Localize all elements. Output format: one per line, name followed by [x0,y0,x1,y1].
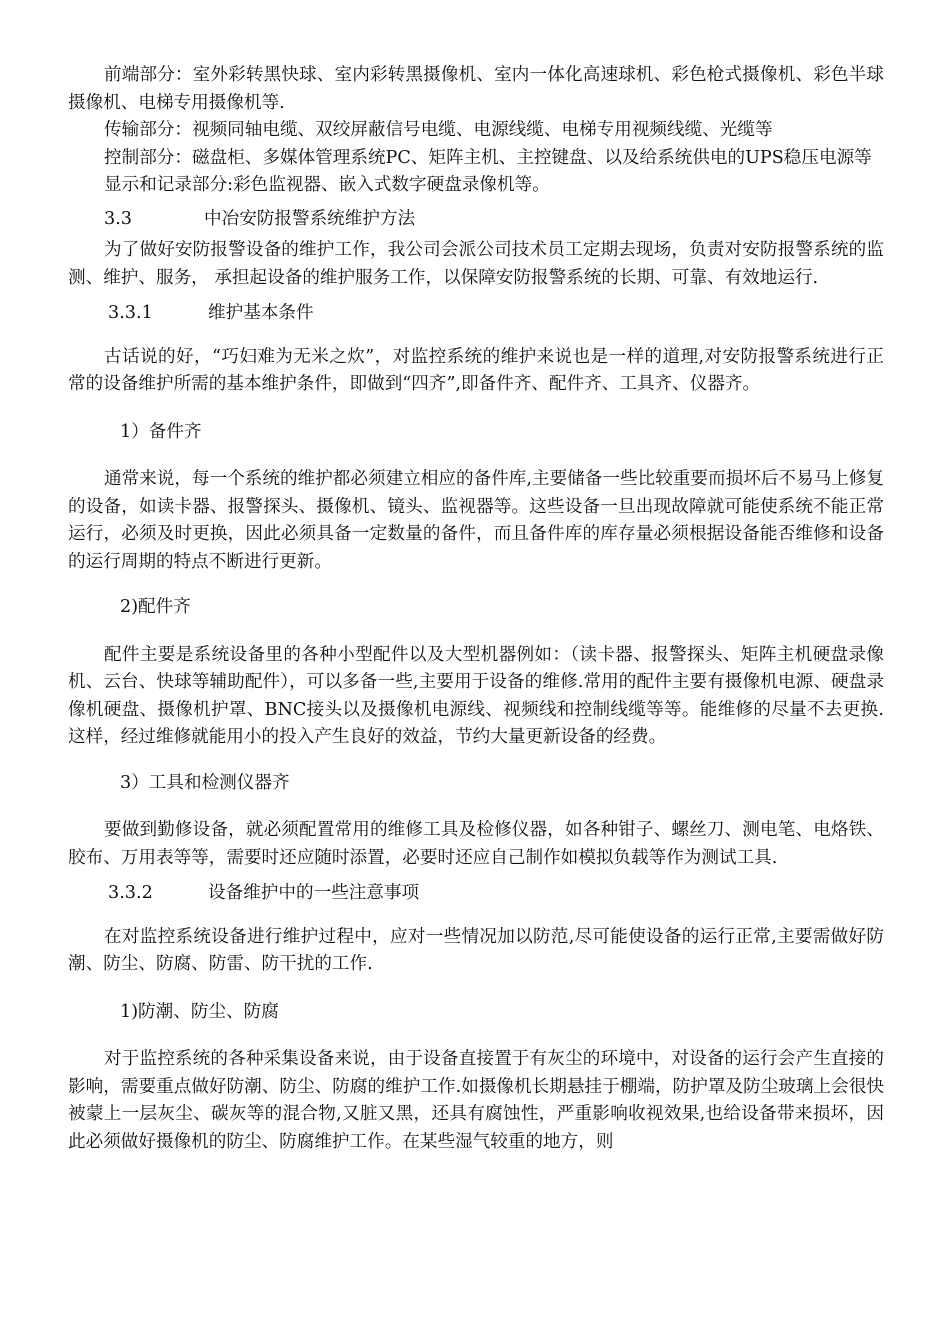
section-number: 3.3.2 [108,883,153,903]
control-paragraph: 控制部分：磁盘柜、多媒体管理系统PC、矩阵主机、主控键盘、以及给系统供电的UPS稳压电源等 [104,147,872,168]
section-title: 维护基本条件 [208,303,314,323]
document-page [68,62,884,1156]
subsection-body-accessories: 配件主要是系统设备里的各种小型配件以及大型机器例如：（读卡器、报警探头、矩阵主机硬盘录像机、云台、快球等辅助配件），可以多备一些,主要用于设备的维修.常用的配件主要有摄像机电源、硬盘录像机硬盘、摄像机护罩、BNC接头以及摄像机电源线、视频线和控制线缆等等。能维修的尽量不去更换.这样，经过维修就能用小的投入产生良好的效益，节约大量更新设备的经费。 [68,644,884,747]
section-number: 3.3.1 [108,303,153,323]
section-3-3-1-heading [68,300,884,328]
section-3-3-body: 为了做好安防报警设备的维护工作，我公司会派公司技术员工定期去现场，负责对安防报警系统的监测、维护、服务， 承担起设备的维护服务工作，以保障安防报警系统的长期、可靠、有效地运行. [68,240,884,288]
section-3-3-1-body: 古话说的好，“巧妇难为无米之炊”，对监控系统的维护来说也是一样的道理,对安防报警系统进行正常的设备维护所需的基本维护条件，即做到“四齐”,即备件齐、配件齐、工具齐、仪器齐。 [68,346,884,394]
subsection-heading-spares: 1）备件齐 [120,421,202,442]
section-3-3-2-heading [68,880,884,908]
subsection-heading-tools: 3）工具和检测仪器齐 [120,772,290,793]
subsection-body-spares: 通常来说，每一个系统的维护都必须建立相应的备件库,主要储备一些比较重要而损坏后不易马上修复的设备，如读卡器、报警探头、摄像机、镜头、监视器等。这些设备一旦出现故障就可能使系统不能正常运行，必须及时更换，因此必须具备一定数量的备件，而且备件库的库存量必须根据设备能否维修和设备的运行周期的特点不断进行更新。 [68,469,884,572]
subsection-body-protection: 对于监控系统的各种采集设备来说，由于设备直接置于有灰尘的环境中，对设备的运行会产生直接的影响，需要重点做好防潮、防尘、防腐的维护工作.如摄像机长期悬挂于棚端，防护罩及防尘玻璃上会很快被蒙上一层灰尘、碳灰等的混合物,又脏又黑，还具有腐蚀性，严重影响收视效果,也给设备带来损坏，因此必须做好摄像机的防尘、防腐维护工作。在某些湿气较重的地方，则 [68,1049,884,1152]
transmission-paragraph: 传输部分：视频同轴电缆、双绞屏蔽信号电缆、电源线缆、电梯专用视频线缆、光缆等 [104,120,773,140]
section-3-3-heading [68,206,884,234]
display-paragraph: 显示和记录部分:彩色监视器、嵌入式数字硬盘录像机等。 [104,175,550,195]
subsection-heading-accessories: 2)配件齐 [120,597,191,617]
subsection-heading-protection: 1)防潮、防尘、防腐 [120,1001,279,1022]
section-number: 3.3 [104,208,132,229]
section-title: 设备维护中的一些注意事项 [208,883,420,903]
front-end-paragraph: 前端部分：室外彩转黑快球、室内彩转黑摄像机、室内一体化高速球机、彩色枪式摄像机、彩色半球摄像机、电梯专用摄像机等. [68,65,884,113]
subsection-body-tools: 要做到勤修设备，就必须配置常用的维修工具及检修仪器，如各种钳子、螺丝刀、测电笔、电烙铁、胶布、万用表等等，需要时还应随时添置，必要时还应自己制作如模拟负载等作为测试工具. [68,820,884,868]
section-3-3-2-body: 在对监控系统设备进行维护过程中，应对一些情况加以防范,尽可能使设备的运行正常,主要需做好防潮、防尘、防腐、防雷、防干扰的工作. [68,926,884,974]
section-title: 中冶安防报警系统维护方法 [204,208,416,229]
